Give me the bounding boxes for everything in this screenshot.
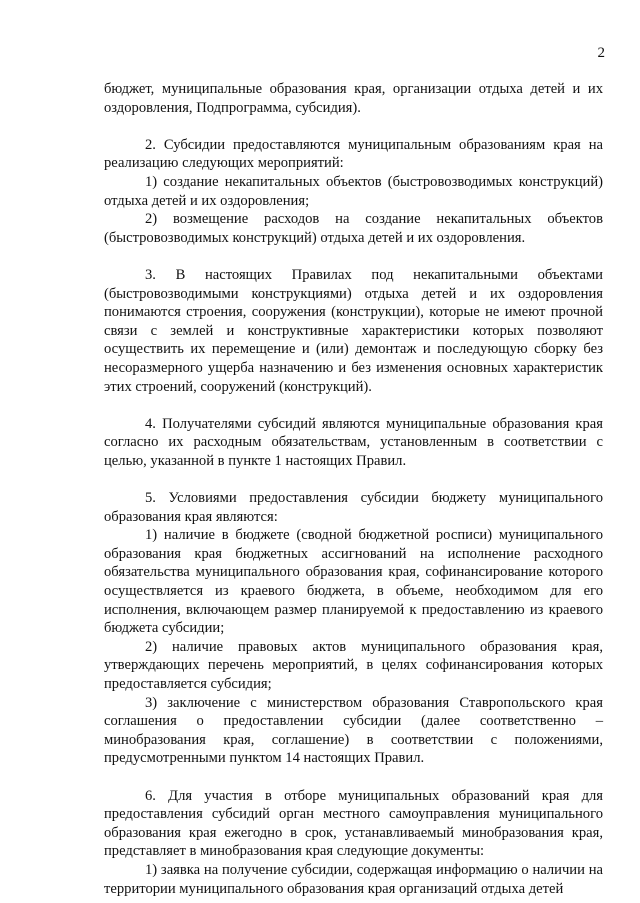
paragraph-item-4: 4. Получателями субсидий являются муниципальные образования края согласно их расходным обязательствам, установленным в соответствии с целью, указанной в пункте 1 настоящих Правил. <box>104 415 603 469</box>
paragraph-continuation: бюджет, муниципальные образования края, организации отдыха детей и их оздоровления, Подпрограмма, субсидия). <box>104 81 603 116</box>
paragraph-item-5: 5. Условиями предоставления субсидии бюджету муниципального образования края являются: <box>104 490 603 525</box>
paragraph-item-3: 3. В настоящих Правилах под некапитальными объектами (быстровозводимыми конструкциями) отдыха детей и их оздоровления понимаются строения, сооружения (конструкции), которые не имеют прочной связи с землей и конструктивные характеристики которых позволяют осуществить их перемещение и (или) демонтаж и последующую сборку без несоразмерного ущерба назначению и без изменения основных характеристик этих строений, сооружений (конструкций). <box>104 266 603 395</box>
paragraph-item-5-sub-3: 3) заключение с министерством образования Ставропольского края соглашения о предоставлении субсидии (далее соответственно – минобразования края, соглашение) в соответствии с положениями, предусмотренными пунктом 14 настоящих Правил. <box>104 694 603 767</box>
paragraph-item-6: 6. Для участия в отборе муниципальных образований края для предоставления субсидий орган местного самоуправления муниципального образования края ежегодно в срок, устанавливаемый минобразования края, представляет в минобразования края следующие документы: <box>104 787 603 860</box>
paragraph-item-6-sub-1: 1) заявка на получение субсидии, содержащая информацию о наличии на территории муниципального образования края организаций отдыха детей <box>104 861 603 897</box>
paragraph-item-5-sub-1: 1) наличие в бюджете (сводной бюджетной росписи) муниципального образования края бюджетных ассигнований на исполнение расходного обязательства муниципального образования края, софинансирование которого осуществляется из краевого бюджета, в объеме, необходимом для его исполнения, включающем размер планируемой к предоставлению из краевого бюджета субсидии; <box>104 527 603 637</box>
paragraph-item-2-sub-2: 2) возмещение расходов на создание некапитальных объектов (быстровозводимых конструкций) отдыха детей и их оздоровления. <box>104 211 603 246</box>
document-body <box>104 80 603 898</box>
paragraph-item-5-sub-2: 2) наличие правовых актов муниципального образования края, утверждающих перечень мероприятий, в целях софинансирования которых предоставляется субсидия; <box>104 638 603 692</box>
paragraph-item-2: 2. Субсидии предоставляются муниципальным образованиям края на реализацию следующих мероприятий: <box>104 136 603 172</box>
page-number: 2 <box>597 45 605 61</box>
paragraph-item-2-sub-1: 1) создание некапитальных объектов (быстровозводимых конструкций) отдыха детей и их оздоровления; <box>104 173 603 209</box>
